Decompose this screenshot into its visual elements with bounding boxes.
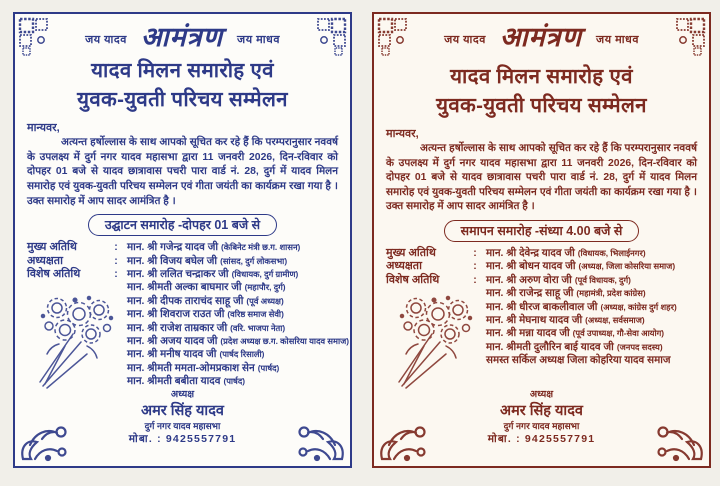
contact-phone: मोबा. : 9425557791 <box>487 432 596 445</box>
guest-row <box>27 322 338 335</box>
guest-name: मान. श्री शिवराज राउत जी <box>127 309 225 321</box>
guest-name: मान. श्री अरुण वोरा जी <box>486 274 572 286</box>
guest-colon: : <box>473 260 477 273</box>
guest-row <box>386 327 697 340</box>
signer-designation: अध्यक्ष <box>529 388 554 400</box>
guest-row <box>27 362 338 375</box>
guest-row <box>27 308 338 321</box>
guest-designation: (पार्षद) <box>223 376 246 387</box>
guest-row <box>386 354 697 367</box>
invitation-script-word: आमंत्रण <box>499 22 583 52</box>
guest-row <box>27 255 338 268</box>
guest-name: मान. श्री राजेन्द्र साहू जी <box>486 288 574 300</box>
guest-designation: (पूर्व विधायक, दुर्ग) <box>574 274 631 285</box>
guest-designation: (अध्यक्ष, कांग्रेस दुर्ग शहर) <box>600 301 677 312</box>
slogan-right: जय माधव <box>596 34 639 46</box>
guest-name: मान. श्री देवेन्द्र यादव जी <box>486 247 575 259</box>
guest-role-label: विशेष अतिथि <box>386 273 440 286</box>
floral-corner-icon <box>18 417 70 463</box>
guest-role-label: विशेष अतिथि <box>27 267 81 280</box>
guest-designation: (पार्षद रिसाली) <box>219 349 265 360</box>
guest-designation: (वरिष्ठ समाज सेवी) <box>227 309 284 320</box>
salutation: मान्यवर, <box>386 128 419 140</box>
invitation-script-word: आमंत्रण <box>140 22 224 52</box>
lace-corner-icon <box>313 17 347 57</box>
guest-row <box>27 335 350 348</box>
guest-designation: (अध्यक्ष, जिला कोसरिया समाज) <box>578 261 676 272</box>
signer-name: अमर सिंह यादव <box>141 402 224 419</box>
guest-name: मान. श्रीमती अल्का बाघमार जी <box>127 282 242 294</box>
guest-row <box>27 268 338 281</box>
guest-row <box>386 274 697 287</box>
invitation-card-right <box>372 12 711 468</box>
guest-designation: (जनपद सदस्य) <box>616 341 663 352</box>
signer-designation: अध्यक्ष <box>170 388 195 400</box>
guest-name: मान. श्री ललित चन्द्राकर जी <box>127 268 229 280</box>
guest-name: मान. श्री मनीष यादव जी <box>127 349 217 361</box>
contact-phone: मोबा. : 9425557791 <box>128 432 237 445</box>
event-title-line1: यादव मिलन समारोह एवं <box>450 65 633 88</box>
guest-name: मान. श्री दीपक ताराचंद साहू जी <box>127 295 244 307</box>
guest-designation: (केबिनेट मंत्री छ.ग. शासन) <box>221 242 301 253</box>
guest-role-label: मुख्य अतिथि <box>27 241 77 254</box>
guest-role-label: मुख्य अतिथि <box>386 246 436 259</box>
guest-row <box>386 341 697 354</box>
signer-name: अमर सिंह यादव <box>500 402 583 419</box>
salutation: मान्यवर, <box>27 122 60 135</box>
guest-row <box>27 375 338 388</box>
masthead <box>386 20 697 62</box>
guest-colon: : <box>114 267 118 280</box>
organization-name: दुर्ग नगर यादव महासभा <box>144 420 221 431</box>
guest-name: मान. श्री धीरज बाकलीवाल जी <box>486 301 598 313</box>
lace-corner-icon <box>672 17 706 57</box>
guest-designation: (पूर्व उपाध्यक्ष, गौ-सेवा आयोग) <box>572 328 665 339</box>
schedule-box: उद्घाटन समारोह -दोपहर 01 बजे से <box>88 214 277 236</box>
signature-block <box>386 389 697 446</box>
guest-list <box>386 247 697 368</box>
guest-colon: : <box>114 254 118 267</box>
guest-colon: : <box>473 246 477 259</box>
guest-designation: (प्रदेश अध्यक्ष छ.ग. कोसरिया यादव समाज) <box>220 336 350 346</box>
slogan-left: जय यादव <box>444 34 486 46</box>
guest-designation: (पूर्व अध्यक्ष) <box>246 295 284 306</box>
guest-name: मान. श्री अजय यादव जी <box>127 336 218 347</box>
guest-row <box>27 348 338 361</box>
guest-row <box>27 295 338 308</box>
invitation-card-left <box>13 12 352 468</box>
guest-designation: (विधायक, भिलाईनगर) <box>577 247 646 258</box>
organization-name: दुर्ग नगर यादव महासभा <box>503 420 580 431</box>
guest-name: मान. श्री मन्ना यादव जी <box>486 328 570 340</box>
guest-name: मान. श्रीमती ममता-ओमप्रकाश सेन <box>127 362 255 374</box>
invitation-body-text: अत्यन्त हर्षोल्लास के साथ आपको सूचित कर रहे हैं कि परम्परानुसार नववर्ष के उपलक्ष्य में दुर्ग नगर यादव महासभा द्वारा 11 जनवरी 2026, दिन-रविवार को दोपहर 01 बजे से यादव छात्रावास पचरी पारा वार्ड नं. 28, दुर्ग में यादव मिलन समारोह एवं युवक-युवती परिचय सम्मेलन एवं गीता जयंती का कार्यक्रम रखा गया है । उक्त समारोह में आप सादर आमंत्रित है । <box>27 137 338 207</box>
event-title-line1: यादव मिलन समारोह एवं <box>91 59 274 83</box>
invitation-body-text: अत्यन्त हर्षोल्लास के साथ आपको सूचित कर रहे हैं कि परम्परानुसार नववर्ष के उपलक्ष्य में दुर्ग नगर यादव महासभा द्वारा 11 जनवरी 2026, दिन-रविवार को दोपहर 01 बजे से यादव छात्रावास पचरी पारा वार्ड नं. 28, दुर्ग में यादव मिलन समारोह एवं युवक-युवती परिचय सम्मेलन एवं गीता जयंती का कार्यक्रम रखा गया है । उक्त समारोह में आप सादर आमंत्रित है । <box>386 143 697 213</box>
guest-name: मान. श्री विजय बघेल जी <box>127 255 218 267</box>
guest-role-label: अध्यक्षता <box>386 260 422 273</box>
masthead <box>27 20 338 56</box>
slogan-left: जय यादव <box>85 34 127 46</box>
guest-row <box>386 301 697 314</box>
floral-corner-icon <box>377 417 429 463</box>
event-title-line2: युवक-युवती परिचय सम्मेलन <box>77 88 288 112</box>
guest-name: मान. श्रीमती बबीता यादव <box>127 376 221 388</box>
guest-designation: (महापौर, दुर्ग) <box>244 282 286 293</box>
slogan-right: जय माधव <box>237 34 280 46</box>
guest-role-label: अध्यक्षता <box>27 254 63 267</box>
guest-row <box>386 287 697 300</box>
guest-designation: (पार्षद) <box>257 362 280 373</box>
guest-designation: (वरि. भाजपा नेता) <box>230 322 286 333</box>
signature-block <box>27 389 338 446</box>
guest-colon: : <box>114 241 118 254</box>
guest-row <box>386 247 697 260</box>
guest-row <box>27 241 338 254</box>
event-title-line2: युवक-युवती परिचय सम्मेलन <box>436 94 647 117</box>
guest-name: मान. श्री बोधन यादव जी <box>486 261 576 273</box>
guest-designation: (विधायक, दुर्ग ग्रामीण) <box>231 268 299 279</box>
guest-colon: : <box>473 273 477 286</box>
schedule-box: समापन समारोह -संध्या 4.00 बजे से <box>444 220 640 242</box>
lace-corner-icon <box>377 17 411 57</box>
guest-row <box>27 281 338 294</box>
guest-name: मान. श्री राजेश ताम्रकार जी <box>127 322 228 334</box>
guest-designation: (सांसद, दुर्ग लोकसभा) <box>220 255 288 266</box>
guest-row <box>386 314 697 327</box>
guest-row <box>386 260 697 273</box>
lace-corner-icon <box>18 17 52 57</box>
guest-name: मान. श्रीमती दुलौरिन बाई यादव जी <box>486 341 614 353</box>
guest-designation: (महामंत्री, प्रदेश कांग्रेस) <box>576 288 646 299</box>
guest-name: मान. श्री गजेन्द्र यादव जी <box>127 242 219 254</box>
guest-name: मान. श्री मेघनाथ यादव जी <box>486 315 583 326</box>
guest-list <box>27 241 350 388</box>
floral-corner-icon <box>295 417 347 463</box>
guest-name: समस्त सर्किल अध्यक्ष जिला कोहरिया यादव समाज <box>486 355 671 367</box>
guest-designation: (अध्यक्ष, सर्वसमाज) <box>585 315 645 325</box>
floral-corner-icon <box>654 417 706 463</box>
